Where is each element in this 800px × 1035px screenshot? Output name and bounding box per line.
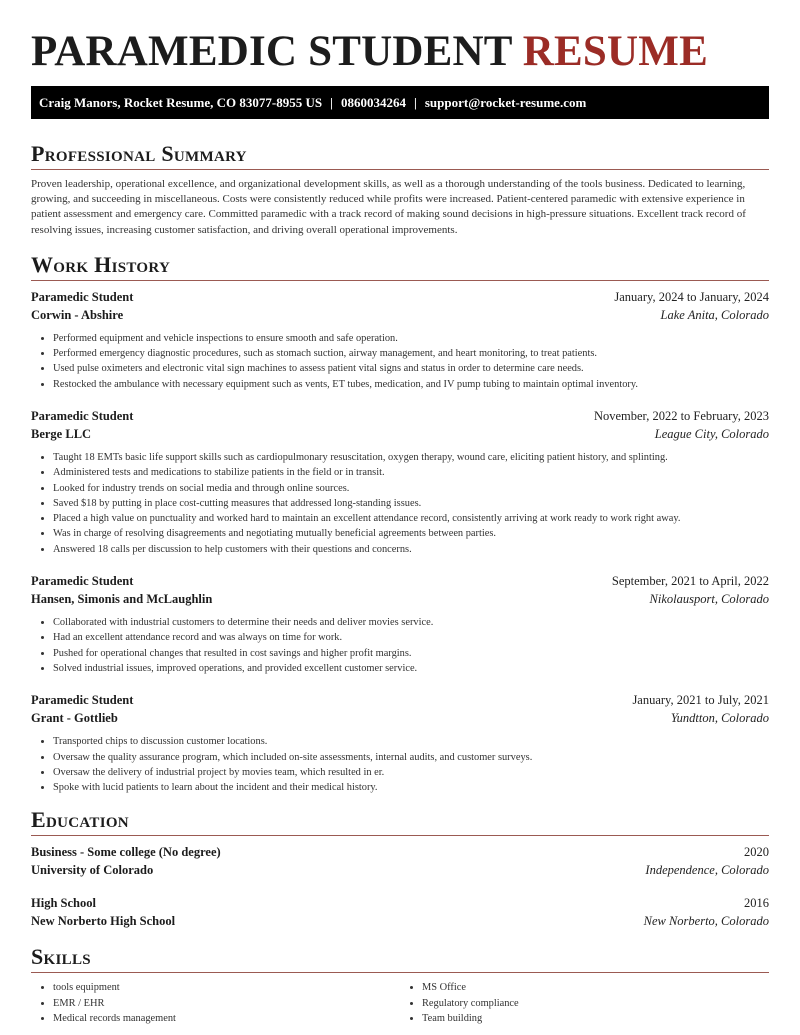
job-bullet: • Performed equipment and vehicle inspections to ensure smooth and safe operation. [53,331,769,346]
contact-address: Craig Manors, Rocket Resume, CO 83077-8955 US [39,95,323,110]
job-title: Paramedic Student [31,409,134,423]
job-title: Paramedic Student [31,574,134,589]
education-degree: Business - Some college (No degree) [31,845,221,860]
job-location: League City, Colorado [654,427,769,441]
education-school: New Norberto High School [31,914,176,929]
section-heading-education: Education [31,807,769,836]
skill-item: • Team building [422,1011,769,1026]
work-history-section [31,252,769,796]
job-bullet: • Collaborated with industrial customers to determine their needs and deliver movies service. [53,615,769,630]
section-heading-work-history: Work History [31,252,769,281]
education-entry [31,894,769,930]
job-bullet: • Administered tests and medications to stabilize patients in the field or in transit. [53,465,769,480]
job-entry [31,407,769,557]
summary-text: Proven leadership, operational excellence, and organizational development skills, as well as a thorough understanding of the tools business. Dedicated to learning, growing, and succeeding in miscellaneous. Costs were consistently reduced while profits were increased. Patient-centered paramedic with extensive experience in patient assessment and emergency care. Committed paramedic with a track record of making sound decisions in high-pressure situations. Excellent track record of resolving issues, increasing customer satisfaction, and driving overall operational improvements. [31,178,746,236]
job-bullet: • Transported chips to discussion customer locations. [53,734,769,749]
contact-separator: | [413,95,417,110]
job-location: Lake Anita, Colorado [660,307,769,322]
education-entry [31,843,769,879]
job-bullet: • Taught 18 EMTs basic life support skills such as cardiopulmonary resuscitation, oxygen therapy, wound care, eliciting patient history, and splinting. [53,450,769,465]
job-bullet: • Saved $18 by putting in place cost-cutting measures that addressed long-standing issues. [53,496,769,511]
job-entry [31,288,769,392]
job-bullet: • Placed a high value on punctuality and worked hard to maintain an excellent attendance record, consistently arriving at work ready to work right away. [53,511,769,526]
skill-item: • Regulatory compliance [422,996,769,1011]
job-dates: November, 2022 to February, 2023 [593,409,769,423]
skills-section [31,944,769,1026]
job-company: Grant - Gottlieb [31,711,118,726]
job-dates: September, 2021 to April, 2022 [611,574,769,589]
job-bullet: • Oversaw the quality assurance program, which included on-site assessments, internal audits, and customer surveys. [53,750,769,765]
job-bullet: • Spoke with lucid patients to learn about the incident and their medical history. [53,780,769,795]
summary-section [31,141,769,238]
title-main: PARAMEDIC STUDENT [31,28,512,75]
job-title: Paramedic Student [31,693,134,708]
contact-phone[interactable]: 0860034264 [340,95,406,110]
education-year: 2016 [744,896,769,911]
job-bullets [31,331,769,392]
education-location: New Norberto, Colorado [643,914,769,929]
section-heading-summary: Professional Summary [31,141,769,170]
job-bullets [31,450,769,557]
contact-separator: | [330,95,333,110]
skills-column-right [400,980,769,1026]
resume-title [31,0,769,76]
job-bullet: • Pushed for operational changes that resulted in cost savings and higher profit margins. [53,646,769,661]
skill-item: • tools equipment [53,980,400,995]
education-degree: High School [31,896,96,911]
resume-page [31,0,769,1026]
job-dates: January, 2024 to January, 2024 [614,289,769,304]
job-location: Nikolausport, Colorado [649,592,769,607]
job-bullet: • Solved industrial issues, improved operations, and provided excellent customer service. [53,661,769,676]
job-bullet: • Performed emergency diagnostic procedures, such as stomach suction, airway management, and heart monitoring, to treat patients. [53,346,769,361]
job-bullet: • Restocked the ambulance with necessary equipment such as vents, ET tubes, medication, and IV pump tubing to maintain optimal inventory. [53,377,769,392]
skill-item: • Medical records management [53,1011,400,1026]
contact-bar [31,86,769,119]
education-school: University of Colorado [31,863,154,878]
job-bullet: • Was in charge of resolving disagreements and negotiating mutually beneficial agreements between parties. [53,526,769,541]
job-bullet: • Had an excellent attendance record and was always on time for work. [53,630,769,645]
job-bullets [31,734,769,795]
education-year: 2020 [744,845,769,860]
education-section [31,807,769,930]
contact-email[interactable]: support@rocket-resume.com [424,95,587,110]
job-bullet: • Used pulse oximeters and electronic vital sign machines to assess patient vital signs and status in order to determine care needs. [53,361,769,376]
job-entry [31,691,769,795]
title-accent: RESUME [522,28,708,75]
job-dates: January, 2021 to July, 2021 [632,693,769,708]
job-location: Yundtton, Colorado [670,711,769,726]
skills-columns [31,980,769,1026]
skill-item: • MS Office [422,980,769,995]
job-bullet: • Oversaw the delivery of industrial project by movies team, which resulted in er. [53,765,769,780]
job-bullets [31,615,769,676]
job-title: Paramedic Student [31,289,134,304]
skills-column-left [31,980,400,1026]
skill-item: • EMR / EHR [53,996,400,1011]
job-company: Berge LLC [31,427,92,441]
job-company: Corwin - Abshire [31,307,124,322]
job-bullet: • Looked for industry trends on social media and through online sources. [53,481,769,496]
job-company: Hansen, Simonis and McLaughlin [31,592,213,607]
job-bullet: • Answered 18 calls per discussion to help customers with their questions and concerns. [53,542,769,557]
job-entry [31,572,769,676]
section-heading-skills: Skills [31,944,769,973]
education-location: Independence, Colorado [645,863,769,878]
